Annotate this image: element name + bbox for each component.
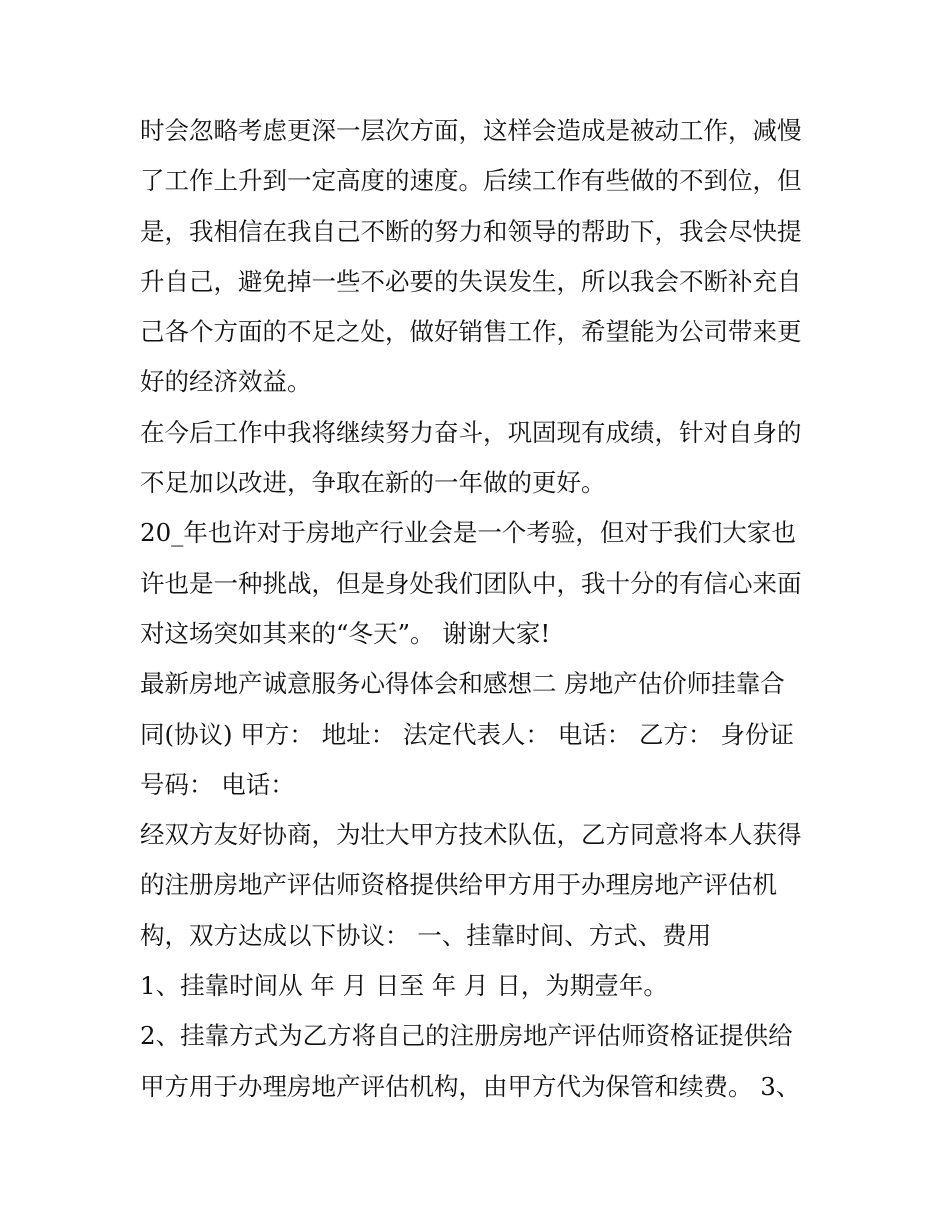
text-line: 在今后工作中我将继续努力奋斗，巩固现有成绩，针对自身的 xyxy=(140,417,802,447)
text-line: 好的经济效益。 xyxy=(140,367,312,397)
text-line: 了工作上升到一定高度的速度。后续工作有些做的不到位，但 xyxy=(140,166,802,196)
text-line: 时会忽略考虑更深一层次方面，这样会造成是被动工作，减慢 xyxy=(140,116,802,145)
text-line: 的注册房地产评估师资格提供给甲方用于办理房地产评估机 xyxy=(140,870,777,900)
text-line: 20_年也许对于房地产行业会是一个考验，但对于我们大家也 xyxy=(140,518,796,548)
text-line: 不足加以改进，争取在新的一年做的更好。 xyxy=(140,468,606,498)
text-line: 2、挂靠方式为乙方将自己的注册房地产评估师资格证提供给 xyxy=(140,1021,793,1051)
body-text xyxy=(140,106,820,1112)
text-line: 己各个方面的不足之处，做好销售工作，希望能为公司带来更 xyxy=(140,317,802,347)
text-line: 许也是一种挑战，但是身处我们团队中，我十分的有信心来面 xyxy=(140,568,802,598)
text-line: 1、挂靠时间从 年 月 日至 年 月 日，为期壹年。 xyxy=(140,971,668,1001)
text-line: 经双方友好协商，为壮大甲方技术队伍，乙方同意将本人获得 xyxy=(140,820,802,850)
text-line: 升自己，避免掉一些不必要的失误发生，所以我会不断补充自 xyxy=(140,266,802,296)
text-line: 甲方用于办理房地产评估机构，由甲方代为保管和续费。 3、 xyxy=(140,1071,801,1101)
text-line: 对这场突如其来的“冬天”。 谢谢大家! xyxy=(140,618,551,648)
text-line: 最新房地产诚意服务心得体会和感想二 房地产估价师挂靠合 xyxy=(140,669,785,699)
text-line: 号码： 电话： xyxy=(140,769,295,799)
text-line: 同(协议) 甲方： 地址： 法定代表人： 电话： 乙方： 身份证 xyxy=(140,719,794,749)
text-line: 构，双方达成以下协议： 一、挂靠时间、方式、费用 xyxy=(140,920,712,950)
text-line: 是，我相信在我自己不断的努力和领导的帮助下，我会尽快提 xyxy=(140,216,802,246)
